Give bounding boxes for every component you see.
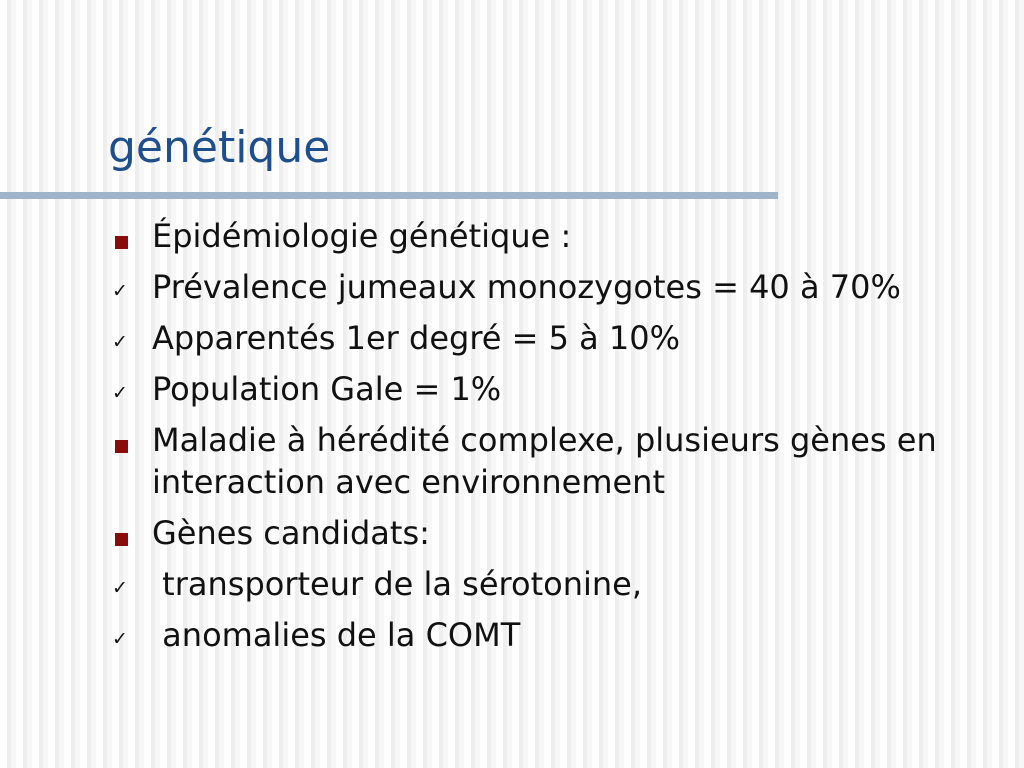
bullet-item — [112, 368, 1002, 410]
bullet-item — [112, 419, 1002, 503]
square-bullet-icon — [112, 512, 152, 554]
checkmark-icon: ✓ — [112, 577, 128, 599]
checkmark-icon: ✓ — [112, 628, 128, 650]
bullet-text: Population Gale = 1% — [152, 370, 502, 408]
title-underline — [0, 192, 778, 199]
bullet-item — [112, 215, 1002, 257]
bullet-text: Gènes candidats: — [152, 514, 430, 552]
bullet-text: Prévalence jumeaux monozygotes = 40 à 70% — [152, 268, 901, 306]
checkmark-icon: ✓ — [112, 382, 128, 404]
checkmark-icon: ✓ — [112, 280, 128, 302]
bullet-item — [112, 266, 1002, 308]
bullet-text: Épidémiologie génétique : — [152, 217, 572, 255]
bullet-list — [112, 215, 1002, 665]
bullet-text: Maladie à hérédité complexe, plusieurs gènes en interaction avec environnement — [152, 421, 947, 501]
bullet-text: Apparentés 1er degré = 5 à 10% — [152, 319, 681, 357]
bullet-item — [112, 512, 1002, 554]
bullet-item — [112, 563, 1002, 605]
bullet-text: transporteur de la sérotonine, — [152, 565, 642, 603]
bullet-item — [112, 614, 1002, 656]
square-bullet-icon — [112, 215, 152, 257]
checkmark-icon: ✓ — [112, 331, 128, 353]
bullet-text: anomalies de la COMT — [152, 616, 521, 654]
square-bullet-icon — [112, 419, 152, 461]
slide-title: génétique — [108, 122, 331, 173]
bullet-item — [112, 317, 1002, 359]
